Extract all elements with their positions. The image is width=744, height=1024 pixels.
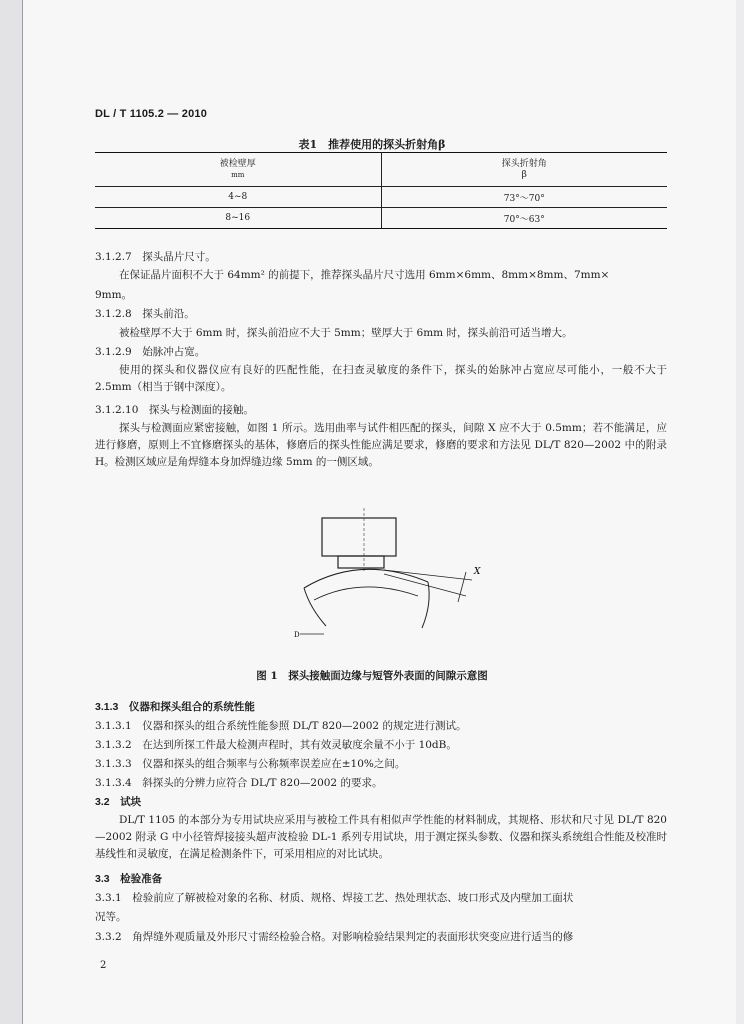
section-3-1-2-10-title: 3.1.2.10 探头与检测面的接触。 — [95, 404, 254, 416]
pipe-inner-surface — [314, 587, 418, 600]
section-3-1-2-10-body: 探头与检测面应紧密接触，如图 1 所示。选用曲率与试件相匹配的探头，间隙 X 应不大于 0.5mm；若不能满足，应进行修磨，原则上不宜修磨探头的基体，修磨后的探头性能应满足要求，修磨的要求和方法见 DL/T 820—2002 中的附录 H。检测区域应是角焊缝本身加焊缝边缘 5mm 的一侧区域。 — [95, 422, 667, 468]
figure1-caption: 图 1 探头接触面边缘与短管外表面的间隙示意图 — [256, 670, 488, 682]
thickness-cell: 4~8 — [95, 187, 381, 208]
section-3-3-title: 3.3 检验准备 — [95, 873, 163, 885]
section-3-2-body: DL/T 1105 的本部分为专用试块应采用与被检工件具有相似声学性能的材料制成，其规格、形状和尺寸见 DL/T 820—2002 附录 G 中小径管焊接接头超声波检验 DL-1 系列专用试块，用于测定探头参数、仪器和探头系统组合性能及校准时基线性和灵敏度，在满足检测条件下，可采用相应的对比试块。 — [95, 814, 667, 860]
section-3-3-1-line1: 3.3.1 检验前应了解被检对象的名称、材质、规格、焊接工艺、热处理状态、坡口形式及内壁加工面状 — [95, 892, 574, 904]
probe-housing — [322, 518, 396, 556]
angle-symbol: β — [521, 169, 527, 180]
gap-dimension-line — [458, 572, 466, 602]
angle-cell: 73°～70° — [381, 187, 667, 208]
section-3-2-title: 3.2 试块 — [95, 796, 142, 808]
section-3-1-2-8-title: 3.1.2.8 探头前沿。 — [95, 308, 195, 320]
thickness-cell: 8~16 — [95, 208, 381, 229]
section-3-3-2: 3.3.2 角焊缝外观质量及外形尺寸需经检验合格。对影响检验结果判定的表面形状突变应进行适当的修 — [95, 931, 574, 943]
gap-x-label: X — [474, 567, 481, 577]
page-right-edge — [736, 0, 744, 1024]
section-3-3-1-line2: 况等。 — [95, 911, 127, 923]
section-3-1-2-9-title: 3.1.2.9 始脉冲占宽。 — [95, 346, 206, 358]
section-3-1-3-title: 3.1.3 仪器和探头组合的系统性能 — [95, 701, 255, 713]
pipe-right-wall — [422, 582, 429, 628]
document-code-header: DL / T 1105.2 — 2010 — [95, 108, 208, 120]
page-binding-edge — [0, 0, 23, 1024]
angle-header — [381, 153, 667, 187]
pipe-outer-surface — [304, 569, 428, 588]
section-3-1-2-7-line1: 在保证晶片面积不大于 64mm² 的前提下，推荐探头晶片尺寸选用 6mm×6mm、8mm×8mm、7mm× — [119, 269, 610, 281]
probe-wedge — [338, 556, 384, 568]
thickness-unit: mm — [231, 170, 245, 179]
gap-leader-line-upper — [384, 570, 472, 580]
gap-leader-line-lower — [384, 574, 466, 596]
section-3-1-3-4: 3.1.3.4 斜探头的分辨力应符合 DL/T 820—2002 的要求。 — [95, 777, 383, 789]
page-number: 2 — [100, 960, 107, 971]
section-3-1-3-3: 3.1.3.3 仪器和探头的组合频率与公称频率误差应在±10%之间。 — [95, 758, 406, 770]
section-3-1-3-1: 3.1.3.1 仪器和探头的组合系统性能参照 DL/T 820—2002 的规定进行测试。 — [95, 720, 467, 732]
table-header-row — [95, 153, 667, 187]
table-row — [95, 208, 667, 229]
angle-cell: 70°～63° — [381, 208, 667, 229]
probe-angle-table — [95, 152, 667, 229]
section-3-1-2-9-body: 使用的探头和仪器仪应有良好的匹配性能，在扫查灵敏度的条件下，探头的始脉冲占宽应尽可能小，一般不大于 2.5mm（相当于钢中深度）。 — [95, 364, 667, 393]
thickness-header-label: 被检壁厚 — [219, 158, 256, 169]
section-3-1-3-2: 3.1.3.2 在达到所探工件最大检测声程时，其有效灵敏度余量不小于 10dB。 — [95, 739, 457, 751]
thickness-header — [95, 153, 381, 187]
section-3-1-2-7-line2: 9mm。 — [95, 289, 133, 301]
section-3-1-2-8-body: 被检壁厚不大于 6mm 时，探头前沿应不大于 5mm；壁厚大于 6mm 时，探头前沿可适当增大。 — [119, 327, 573, 339]
table1-caption: 表1 推荐使用的探头折射角β — [298, 138, 446, 151]
diameter-d-label: D — [294, 631, 300, 639]
probe-contact-figure — [290, 508, 490, 658]
pipe-left-wall — [304, 588, 326, 626]
table-row — [95, 187, 667, 208]
section-3-1-2-7-title: 3.1.2.7 探头晶片尺寸。 — [95, 251, 216, 263]
angle-header-label: 探头折射角 — [501, 158, 547, 169]
